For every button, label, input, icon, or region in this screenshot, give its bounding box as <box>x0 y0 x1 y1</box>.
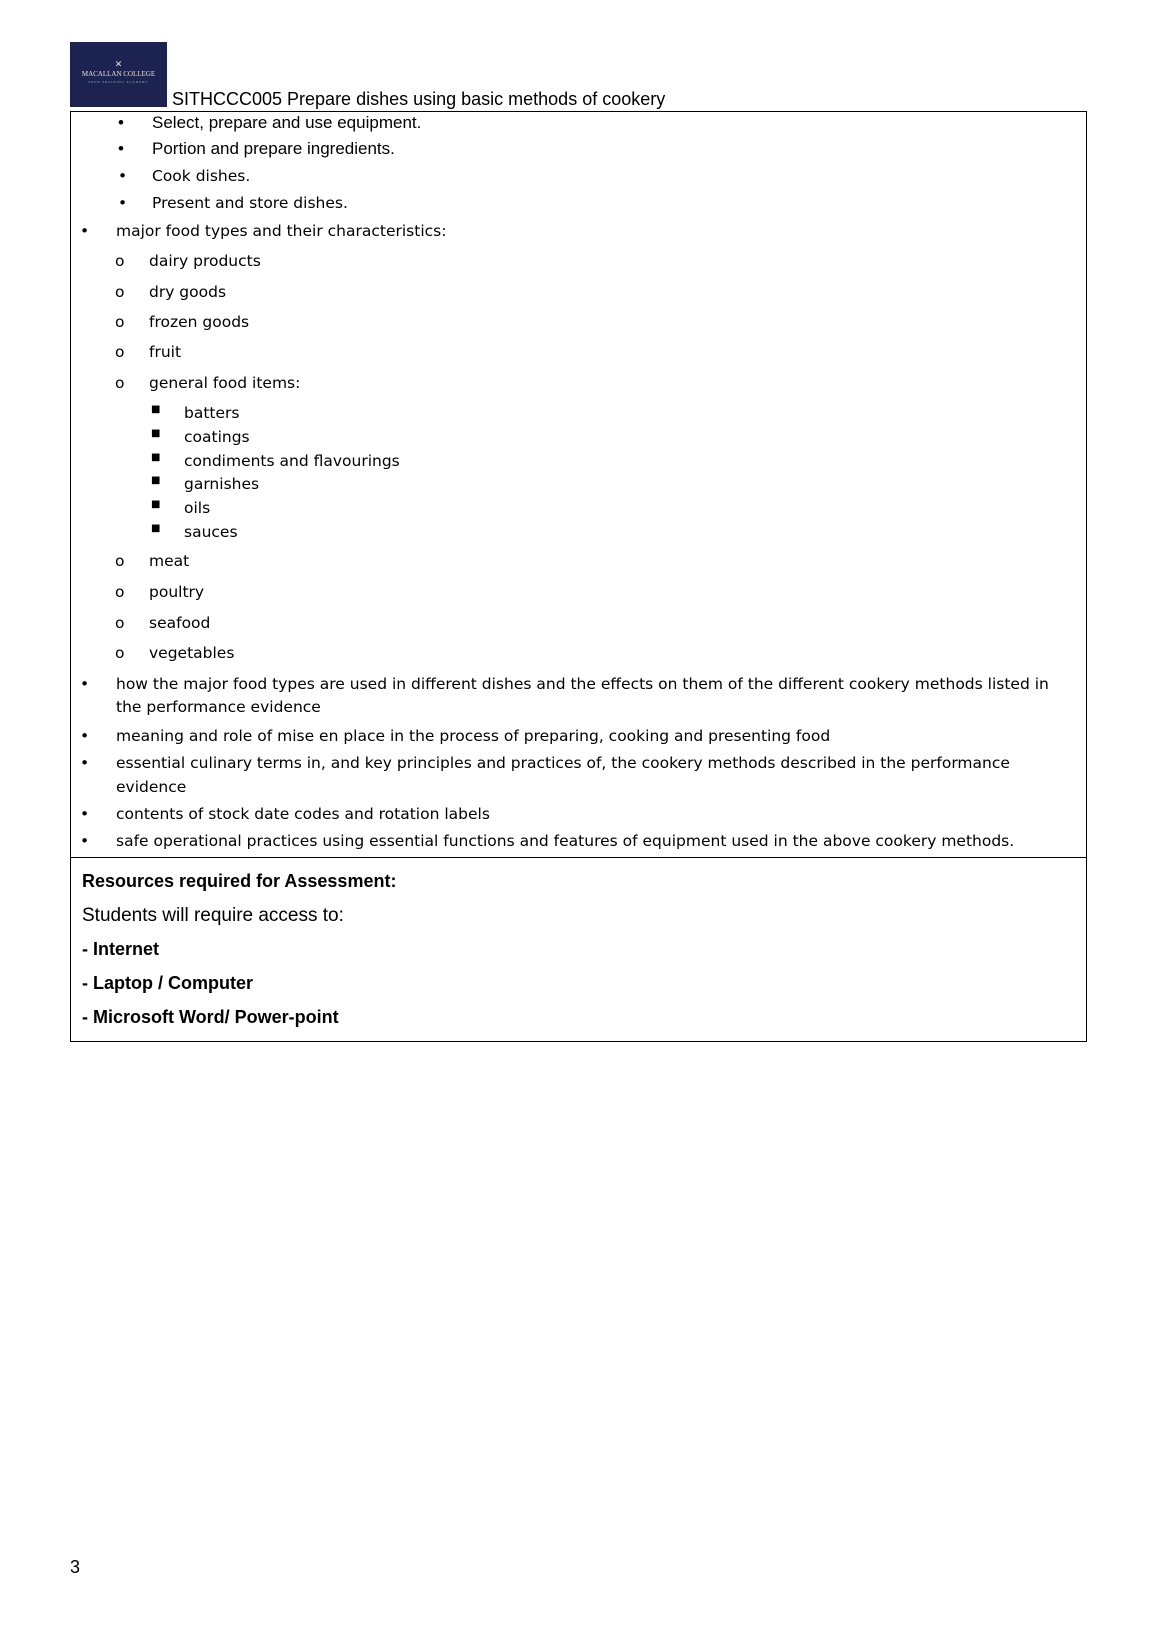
document-page: ✕ MACALLAN COLLEGE FOOD TRAINING ACADEMY SITHCCC005 Prepare dishes using basic methods of cookery • Select, prepare and use equipment. • Portion and prepare ingredients. • Cook dishes. • Present and store dishes. • major food types and their characteristics: o dairy products o dry goods o frozen goods o fruit o general food items: ■ batters ■ coatings ■ condiments and flavourings ■ garnishes ■ oils ■ sauces o meat o poultry o seafood o vegetables • how the major food types are used in different dishes and the effects on them of the different cookery methods listed in the performance evidence • meaning and role of mise en place in the process of preparing, cooking and presenting food • essential culinary terms in, and key principles and practices of, the cookery methods described in the performance evidence • contents of stock date codes and rotation labels • safe operational practices using essential functions and features of equipment used in the above cookery methods. Resources required for Assessment: Students will require access to: - Internet - Laptop / Computer - Microsoft Word/ Power-point 3 <box>0 0 1158 1638</box>
list-item: sauces <box>184 523 238 541</box>
resource-item: - Microsoft Word/ Power-point <box>82 1007 339 1027</box>
list-item: meat <box>149 552 190 570</box>
list-item: how the major food types are used in different dishes and the effects on them of the different cookery methods listed in <box>116 675 1049 693</box>
list-item: safe operational practices using essential functions and features of equipment used in the above cookery methods. <box>116 832 1015 850</box>
list-item: vegetables <box>149 644 235 662</box>
list-item: Cook dishes. <box>152 167 251 185</box>
resource-item: - Internet <box>82 939 160 959</box>
list-item: fruit <box>149 343 182 361</box>
list-item: coatings <box>184 428 250 446</box>
list-item-continued: evidence <box>116 778 187 796</box>
list-item: Present and store dishes. <box>152 194 348 212</box>
bullet: • <box>80 222 90 240</box>
list-item: condiments and flavourings <box>184 452 400 470</box>
list-item: contents of stock date codes and rotation labels <box>116 805 490 823</box>
list-item: poultry <box>149 583 205 601</box>
list-item: oils <box>184 499 211 517</box>
document-title: SITHCCC005 Prepare dishes using basic methods of cookery <box>172 89 666 109</box>
list-item: meaning and role of mise en place in the process of preparing, cooking and presenting food <box>116 727 831 745</box>
resource-item: - Laptop / Computer <box>82 973 253 993</box>
list-item: Portion and prepare ingredients. <box>152 139 395 158</box>
bullet: • <box>118 167 128 185</box>
list-item: major food types and their characteristics: <box>116 222 447 240</box>
list-item: dairy products <box>149 252 261 270</box>
bullet: • <box>118 139 124 158</box>
bullet: • <box>118 194 128 212</box>
list-item: frozen goods <box>149 313 250 331</box>
list-item-continued: the performance evidence <box>116 698 321 716</box>
list-item: Select, prepare and use equipment. <box>152 113 422 132</box>
list-item: general food items: <box>149 374 301 392</box>
list-item: garnishes <box>184 475 260 493</box>
list-item: seafood <box>149 614 211 632</box>
college-logo: ✕ MACALLAN COLLEGE FOOD TRAINING ACADEMY <box>70 42 167 107</box>
list-item: essential culinary terms in, and key principles and practices of, the cookery methods described in the performance <box>116 754 1010 772</box>
resources-intro: Students will require access to: <box>82 905 344 926</box>
page-number: 3 <box>70 1557 81 1577</box>
list-item: batters <box>184 404 240 422</box>
logo-text: MACALLAN COLLEGE <box>81 70 156 78</box>
bullet: • <box>118 113 124 132</box>
resources-heading: Resources required for Assessment: <box>82 871 397 891</box>
list-item: dry goods <box>149 283 227 301</box>
